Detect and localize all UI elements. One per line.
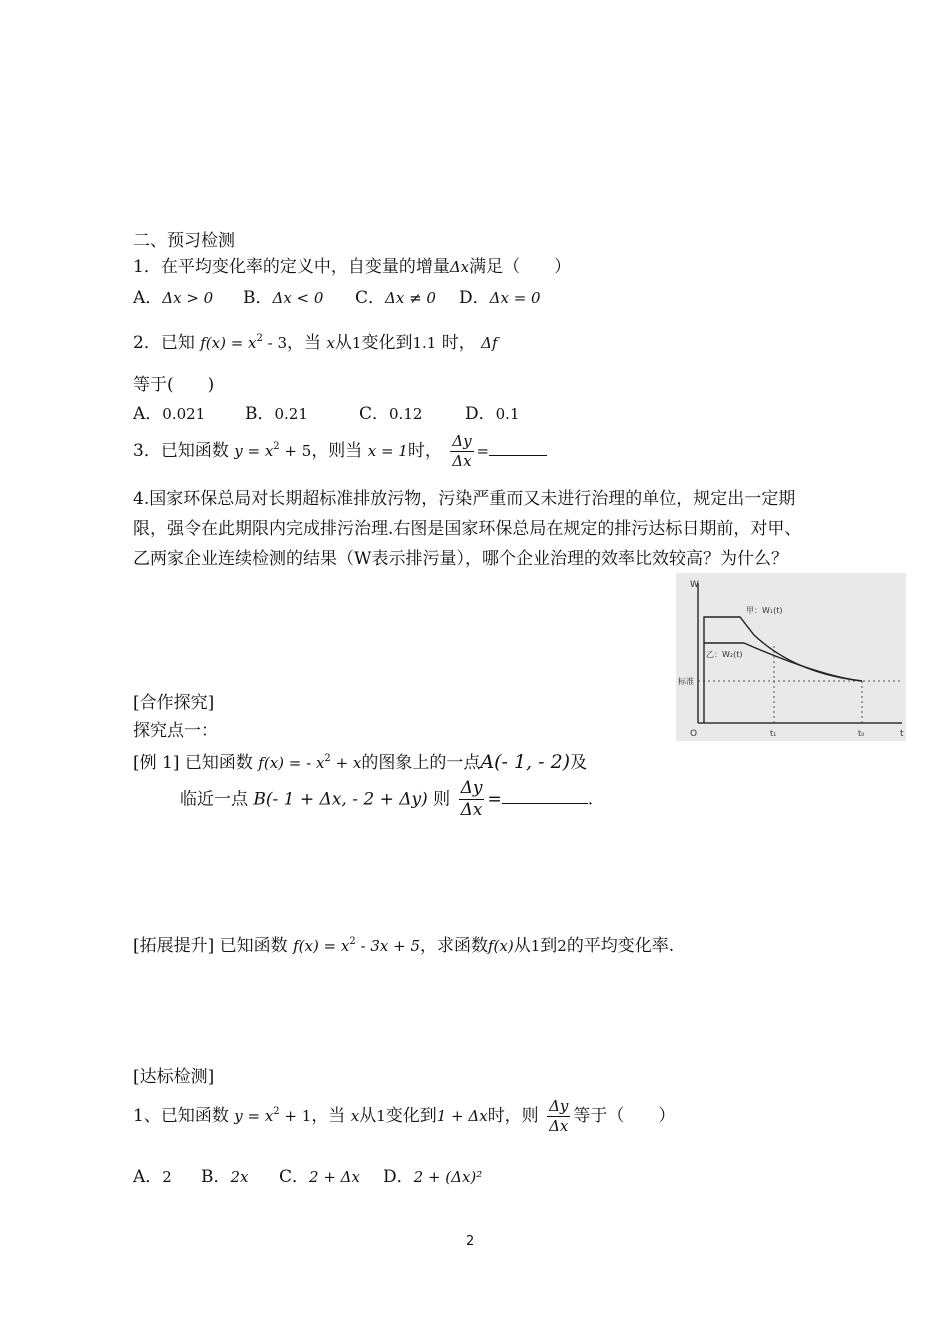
example-function: f(x) = - x xyxy=(258,754,325,772)
fraction-numerator: Δy xyxy=(459,778,485,800)
extension-exponent: 2 xyxy=(349,936,356,947)
q2-line-2: 等于( ) xyxy=(133,375,215,395)
option-expr: Δx ≠ 0 xyxy=(385,289,436,307)
q4-line: 限，强令在此期限内完成排污治理.右图是国家环保总局在规定的排污达标日期前，对甲、 xyxy=(133,519,802,539)
option-letter: C． xyxy=(355,288,386,308)
q2-text: 2．已知 xyxy=(133,333,195,353)
option-expr: 2 + (Δx)² xyxy=(413,1168,483,1186)
t0-label: t₀ xyxy=(858,729,865,738)
q1-option-b xyxy=(243,283,355,308)
q3-equals: = xyxy=(476,441,490,460)
q2-option-a xyxy=(133,399,245,424)
q2-options xyxy=(133,399,520,424)
check-question-1 xyxy=(133,1097,675,1136)
check1-options xyxy=(133,1162,482,1187)
q2-option-d xyxy=(465,399,520,424)
q1-option-d xyxy=(459,283,541,308)
q3-fraction xyxy=(450,432,473,471)
series-a-label: 甲：W₁(t) xyxy=(746,606,783,615)
option-letter: D． xyxy=(465,404,496,424)
option-expr: Δx < 0 xyxy=(272,289,324,307)
example-text-d: 临近一点 xyxy=(180,789,248,810)
example-fraction xyxy=(459,778,485,822)
example-function-tail: + x xyxy=(330,754,362,772)
check1-text-d: 变化到 xyxy=(385,1105,437,1126)
check1-text-f: 等于（ ） xyxy=(573,1105,676,1126)
check1-function-tail: + 1 xyxy=(279,1106,312,1125)
option-letter: A． xyxy=(133,404,163,424)
check1-text-c: 从 xyxy=(359,1105,377,1126)
option-expr: 0.12 xyxy=(389,405,423,423)
q2-function-tail: - 3 xyxy=(262,334,288,352)
check1-option-c xyxy=(279,1162,383,1187)
section-heading-cooperation: [合作探究] xyxy=(133,693,215,713)
option-letter: D． xyxy=(383,1167,414,1187)
q4-line: 乙两家企业连续检测的结果（W表示排污量），哪个企业治理的效率比效较高？为什么？ xyxy=(133,549,788,569)
t1-label: t₁ xyxy=(770,729,777,738)
extension-function: f(x) = x xyxy=(293,937,350,955)
pollution-figure-svg xyxy=(676,573,906,741)
example-text-b: 的图象上的一点 xyxy=(361,753,481,773)
example-exponent: 2 xyxy=(324,753,331,764)
x-axis-label: t xyxy=(900,729,904,739)
option-expr: Δx > 0 xyxy=(162,289,214,307)
q2-text-e: 时， xyxy=(441,333,476,353)
q2-variable: x xyxy=(326,334,335,352)
extension-text: 已知函数 xyxy=(219,936,288,956)
section-heading-check: [达标检测] xyxy=(133,1067,215,1087)
example-text-e: 则 xyxy=(433,789,451,810)
q3-function-tail: + 5 xyxy=(279,441,312,460)
q1-option-c xyxy=(355,283,459,308)
example-text-c: 及 xyxy=(570,753,588,773)
q2-text-d: 变化到 xyxy=(361,333,413,353)
fraction-numerator: Δy xyxy=(549,1097,569,1115)
q3-text: 3．已知函数 xyxy=(133,440,229,461)
q3-condition: x = 1 xyxy=(367,441,408,460)
q3-text-b: ，则当 xyxy=(311,440,363,461)
q2-text-c: 从 xyxy=(334,333,352,353)
q2-function: f(x) = x xyxy=(200,334,257,352)
q3-text-c: 时， xyxy=(407,440,442,461)
q1-option-a xyxy=(133,283,243,308)
example-end: . xyxy=(587,789,594,810)
example-label: [例 1] xyxy=(133,753,180,773)
check1-function: y = x xyxy=(234,1106,274,1125)
question-4 xyxy=(133,484,801,574)
check1-option-d xyxy=(383,1162,482,1187)
option-expr: 0.021 xyxy=(162,405,206,423)
check1-option-a xyxy=(133,1162,201,1187)
check1-to: 1 + Δx xyxy=(436,1106,488,1125)
point-one-heading: 探究点一： xyxy=(133,721,218,741)
extension-to: 2 xyxy=(557,937,567,955)
q2-option-b xyxy=(245,399,359,424)
q2-to: 1.1 xyxy=(412,334,437,352)
extension-from: 1 xyxy=(530,937,541,955)
question-2 xyxy=(133,328,498,353)
q1-text-end: 满足（ ） xyxy=(469,257,572,277)
extension-text-c: 从 xyxy=(513,936,531,956)
q2-option-c xyxy=(359,399,465,424)
check1-variable: x xyxy=(350,1106,360,1125)
q2-exponent: 2 xyxy=(256,333,263,344)
option-expr: 2 xyxy=(162,1168,172,1186)
q2-text-b: ，当 xyxy=(287,333,322,353)
check1-from: 1 xyxy=(376,1106,386,1125)
origin-label: O xyxy=(690,729,698,739)
question-1 xyxy=(133,252,571,277)
option-expr: 0.1 xyxy=(495,405,520,423)
q4-line: 4.国家环保总局对长期超标准排放污物，污染严重而又未进行治理的单位，规定出一定期 xyxy=(133,489,796,509)
series-b-label: 乙：W₂(t) xyxy=(706,650,743,659)
point-b: B(- 1 + Δx, - 2 + Δy) xyxy=(253,789,428,810)
option-letter: A． xyxy=(133,288,163,308)
page-number: 2 xyxy=(466,1234,475,1249)
extension-text-b: ，求函数 xyxy=(420,936,488,956)
check1-exponent: 2 xyxy=(273,1105,280,1117)
option-expr: 0.21 xyxy=(274,405,308,423)
extension-function-ref: f(x) xyxy=(488,937,514,955)
check1-option-b xyxy=(201,1162,279,1187)
q2-delta: Δf xyxy=(481,334,498,352)
option-letter: A． xyxy=(133,1167,163,1187)
q3-answer-blank[interactable] xyxy=(489,455,547,456)
check1-text: 1、已知函数 xyxy=(133,1105,229,1126)
q1-variable: Δx xyxy=(449,258,470,276)
section-heading-preview: 二、预习检测 xyxy=(133,231,235,251)
option-letter: B． xyxy=(243,288,273,308)
fraction-denominator: Δx xyxy=(460,800,483,821)
option-expr: 2 + Δx xyxy=(309,1168,360,1186)
q1-options xyxy=(133,283,541,308)
option-expr: Δx = 0 xyxy=(489,289,541,307)
question-3 xyxy=(133,432,547,471)
example-answer-blank[interactable] xyxy=(502,803,588,804)
extension-text-d: 到 xyxy=(540,936,558,956)
option-letter: B． xyxy=(245,404,275,424)
check1-fraction xyxy=(547,1097,570,1136)
fraction-denominator: Δx xyxy=(549,1116,569,1135)
check1-text-b: ，当 xyxy=(311,1105,346,1126)
extension-text-e: 的平均变化率. xyxy=(566,936,675,956)
q3-function: y = x xyxy=(234,441,274,460)
extension-function-tail: - 3x + 5 xyxy=(355,937,420,955)
option-letter: C． xyxy=(359,404,390,424)
option-letter: D． xyxy=(459,288,490,308)
standard-label: 标准 xyxy=(678,677,694,686)
check1-text-e: 时，则 xyxy=(487,1105,539,1126)
example-equals: = xyxy=(487,789,502,810)
pollution-figure xyxy=(676,573,906,741)
option-expr: 2x xyxy=(230,1168,249,1186)
example-1 xyxy=(133,748,587,773)
fraction-denominator: Δx xyxy=(452,451,472,470)
fraction-numerator: Δy xyxy=(452,432,472,450)
option-letter: C． xyxy=(279,1167,310,1187)
q3-exponent: 2 xyxy=(273,440,280,452)
y-axis-label: W xyxy=(690,580,699,590)
extension-problem xyxy=(133,931,674,956)
point-a: A(- 1, - 2) xyxy=(480,751,571,773)
q1-text: 1．在平均变化率的定义中，自变量的增量 xyxy=(133,257,450,277)
q2-from: 1 xyxy=(351,334,362,352)
extension-label: [拓展提升] xyxy=(133,936,215,956)
option-letter: B． xyxy=(201,1167,231,1187)
example-1-line-2 xyxy=(180,778,593,822)
example-text: 已知函数 xyxy=(184,753,253,773)
